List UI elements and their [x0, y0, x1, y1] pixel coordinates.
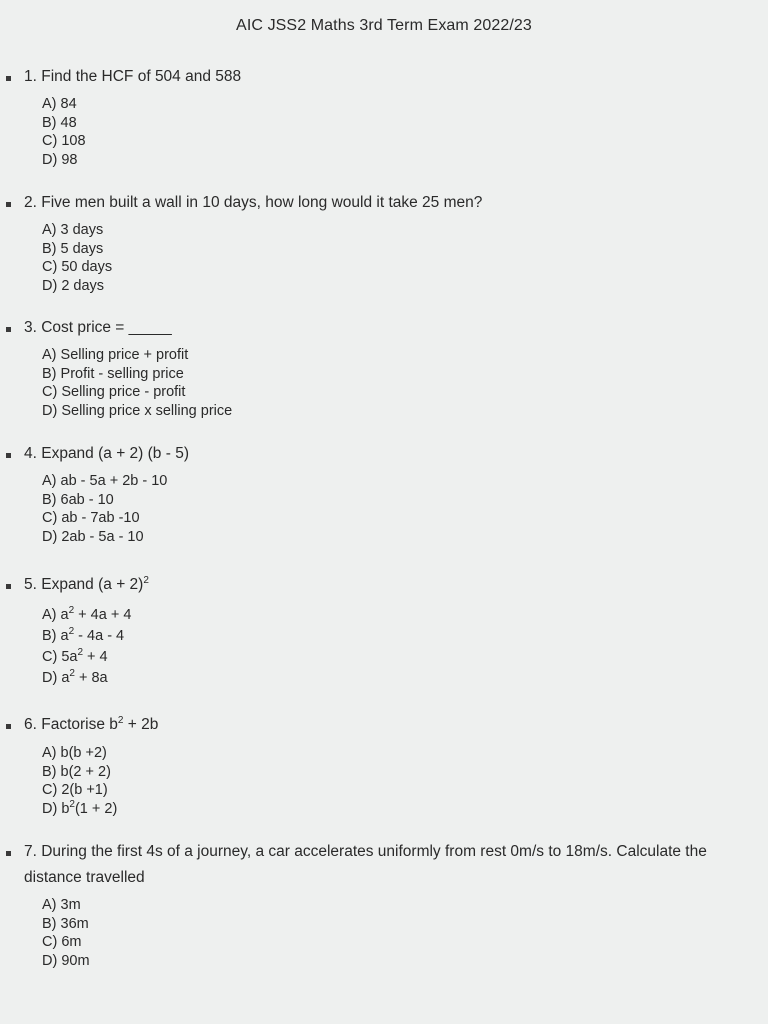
exponent: 2 [117, 715, 124, 726]
option-d: D) 98 [42, 152, 78, 169]
exponent: 2 [143, 575, 149, 586]
bullet-icon [6, 453, 11, 458]
options-list [42, 472, 167, 547]
option-b: B) 36m [42, 915, 89, 932]
question-text: 2. Five men built a wall in 10 days, how long would it take 25 men? [24, 194, 483, 211]
option-c: C) 108 [42, 133, 86, 150]
option-d: D) $a^2 + 8a$ [42, 668, 108, 686]
option-c: C) ab - 7ab -10 [42, 510, 140, 527]
option-a: A) 84 [42, 96, 77, 112]
bullet-icon [6, 327, 11, 332]
bullet-icon [6, 202, 11, 207]
question-text: 1. Find the HCF of 504 and 588 [24, 68, 242, 85]
option-b: B) b(2 + 2) [42, 763, 111, 780]
bullet-icon [6, 584, 11, 589]
question-text: 5. Expand $(a + 2)^2$ [24, 575, 149, 593]
bullet-icon [6, 724, 11, 729]
option-a: A) $a^2 + 4a + 4$ [42, 605, 132, 623]
question-text: 4. Expand (a + 2) (b - 5) [24, 445, 189, 462]
question-text: 3. Cost price = _____ [24, 319, 172, 336]
option-a: A) 3 days [42, 222, 104, 238]
option-c: C) 6m [42, 934, 82, 951]
question-text: 6. Factorise $b^2 + 2b$ [24, 715, 159, 733]
option-a: A) ab - 5a + 2b - 10 [42, 473, 168, 489]
option-d: D) 2 days [42, 278, 105, 295]
bullet-icon [6, 851, 11, 856]
option-b: B) 48 [42, 114, 77, 131]
option-b: B) 6ab - 10 [42, 491, 114, 508]
option-c: C) $5a^2 + 4$ [42, 647, 108, 665]
options-list [42, 605, 131, 689]
exam-title: AIC JSS2 Maths 3rd Term Exam 2022/23 [236, 17, 532, 34]
option-c: C) 2(b +1) [42, 782, 108, 799]
bullet-icon [6, 76, 11, 81]
option-d: D) Selling price x selling price [42, 403, 233, 420]
question-text: 7. During the first 4s of a journey, a car accelerates uniformly from rest 0m/s to 18m/s. Calculate the distance travelled [24, 843, 707, 886]
option-a: A) 3m [42, 897, 81, 913]
option-c: C) Selling price - profit [42, 384, 186, 401]
options-list [42, 221, 112, 296]
option-c: C) 50 days [42, 259, 113, 276]
option-b: B) Profit - selling price [42, 365, 184, 382]
option-d: D) $b^2(1 + 2)$ [42, 799, 118, 818]
option-a: A) b(b +2) [42, 745, 107, 761]
option-d: D) 90m [42, 953, 90, 970]
option-a: A) Selling price + profit [42, 347, 189, 363]
options-list [42, 346, 232, 421]
option-d: D) 2ab - 5a - 10 [42, 529, 144, 546]
options-list [42, 896, 90, 971]
option-b: B) $a^2 - 4a - 4$ [42, 626, 125, 644]
options-list [42, 744, 117, 819]
option-b: B) 5 days [42, 240, 104, 257]
options-list [42, 95, 86, 170]
